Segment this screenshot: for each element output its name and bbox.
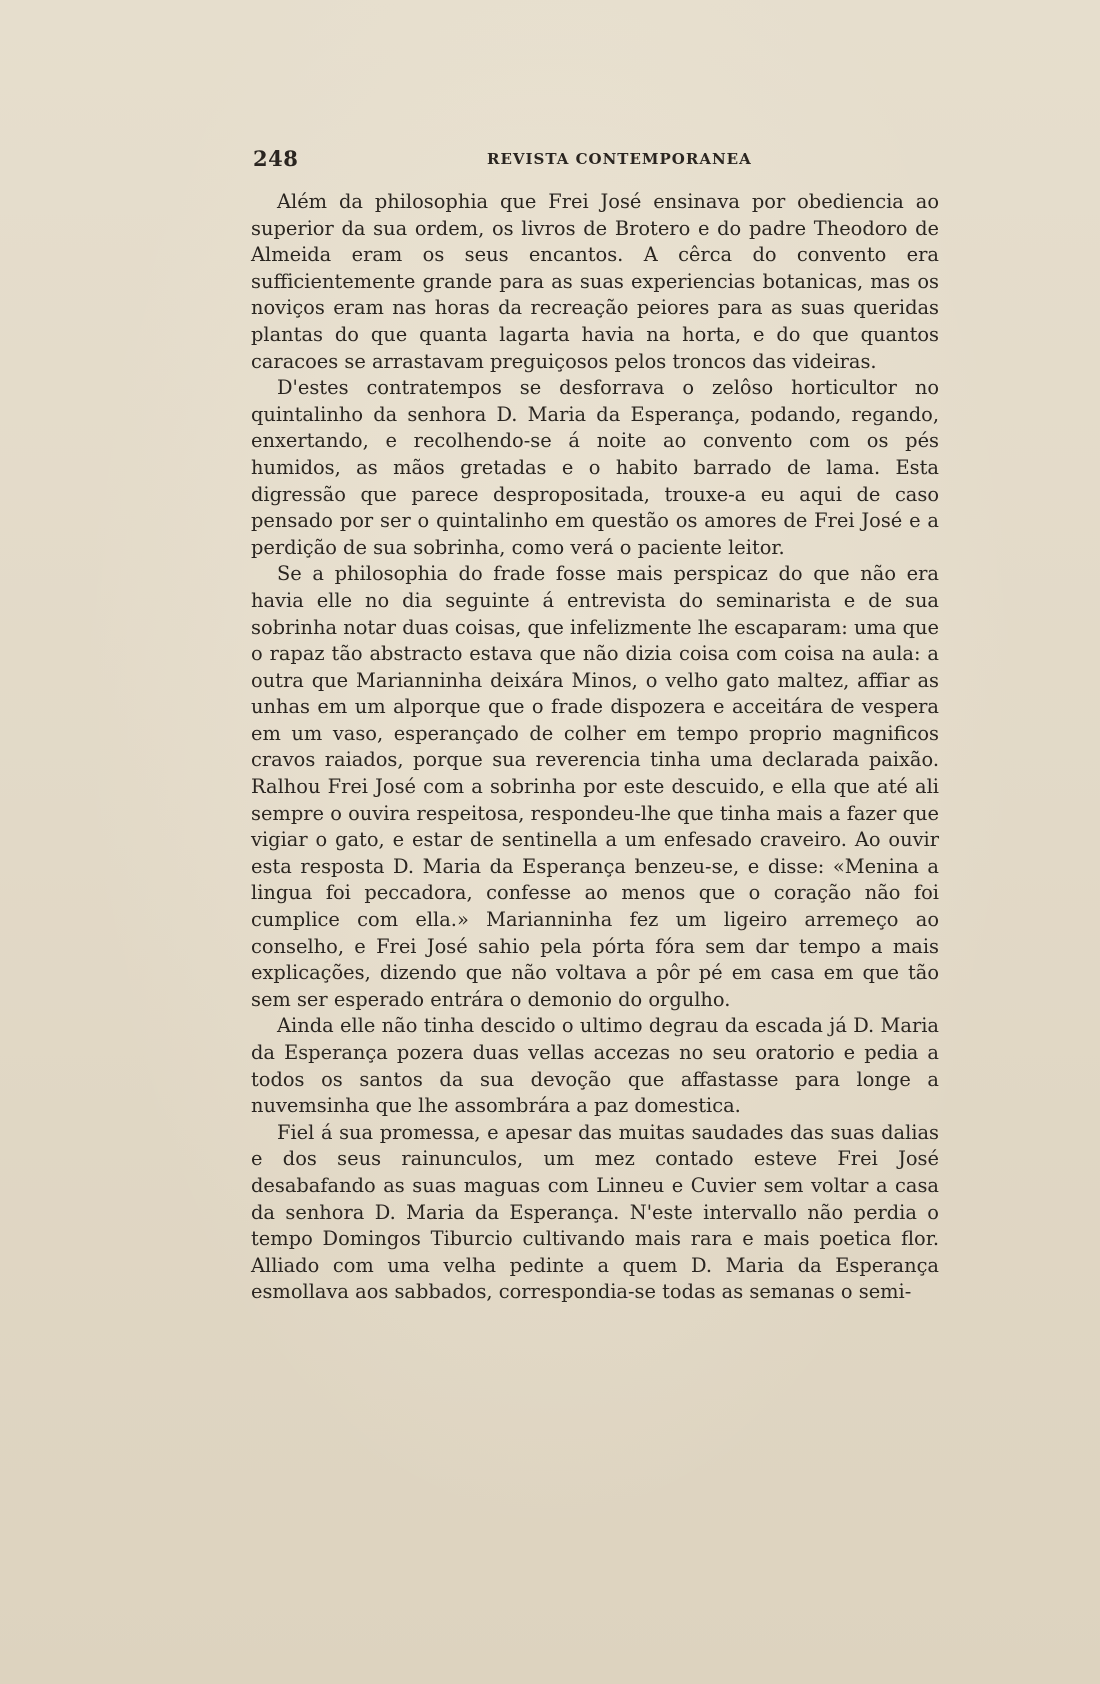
body-text [251,189,939,1306]
paragraph: Além da philosophia que Frei José ensinava por obediencia ao superior da sua ordem, os livros de Brotero e do padre Theodoro de Almeida eram os seus encantos. A cêrca do convento era sufficientemente grande para as suas experiencias botanicas, mas os noviços eram nas horas da recreação peiores para as suas queridas plantas do que quanta lagarta havia na horta, e do que quantos caracoes se arrastavam preguiçosos pelos troncos das videiras. [251,190,939,373]
page-header [253,146,943,172]
running-title: REVISTA CONTEMPORANEA [487,150,752,168]
paragraph: D'estes contratempos se desforrava o zelôso horticultor no quintalinho da senhora D. Maria da Esperança, podando, regando, enxertando, e recolhendo-se á noite ao convento com os pés humidos, as mãos gretadas e o habito barrado de lama. Esta digressão que parece despropositada, trouxe-a eu aqui de caso pensado por ser o quintalinho em questão os amores de Frei José e a perdição de sua sobrinha, como verá o paciente leitor. [251,376,939,559]
paragraph: Ainda elle não tinha descido o ultimo degrau da escada já D. Maria da Esperança pozera duas vellas accezas no seu oratorio e pedia a todos os santos da sua devoção que affastasse para longe a nuvemsinha que lhe assombrára a paz domestica. [251,1014,939,1118]
paragraph: Fiel á sua promessa, e apesar das muitas saudades das suas dalias e dos seus rainunculos, um mez contado esteve Frei José desabafando as suas maguas com Linneu e Cuvier sem voltar a casa da senhora D. Maria da Esperança. N'este intervallo não perdia o tempo Domingos Tiburcio cultivando mais rara e mais poetica flor. Alliado com uma velha pedinte a quem D. Maria da Esperança esmollava aos sabbados, correspondia-se todas as semanas o semi- [251,1120,939,1304]
paragraph: Se a philosophia do frade fosse mais perspicaz do que não era havia elle no dia seguinte á entrevista do seminarista e de sua sobrinha notar duas coisas, que infelizmente lhe escaparam: uma que o rapaz tão abstracto estava que não dizia coisa com coisa na aula: a outra que Marianninha deixára Minos, o velho gato maltez, affiar as unhas em um alporque que o frade dispozera e acceitára de vespera em um vaso, esperançado de colher em tempo proprio magnificos cravos raiados, porque sua reverencia tinha uma declarada paixão. Ralhou Frei José com a sobrinha por este descuido, e ella que até ali sempre o ouvira respeitosa, respondeu-lhe que tinha mais a fazer que vigiar o gato, e estar de sentinella a um enfesado craveiro. Ao ouvir esta resposta D. Maria da Esperança benzeu-se, e disse: «Menina a lingua foi peccadora, confesse ao menos que o coração não foi cumplice com ella.» Marianninha fez um ligeiro arremeço ao conselho, e Frei José sahio pela pórta fóra sem dar tempo a mais explicações, dizendo que não voltava a pôr pé em casa em que tão sem ser esperado entrára o demonio do orgulho. [251,562,939,1011]
page-number: 248 [253,146,299,171]
